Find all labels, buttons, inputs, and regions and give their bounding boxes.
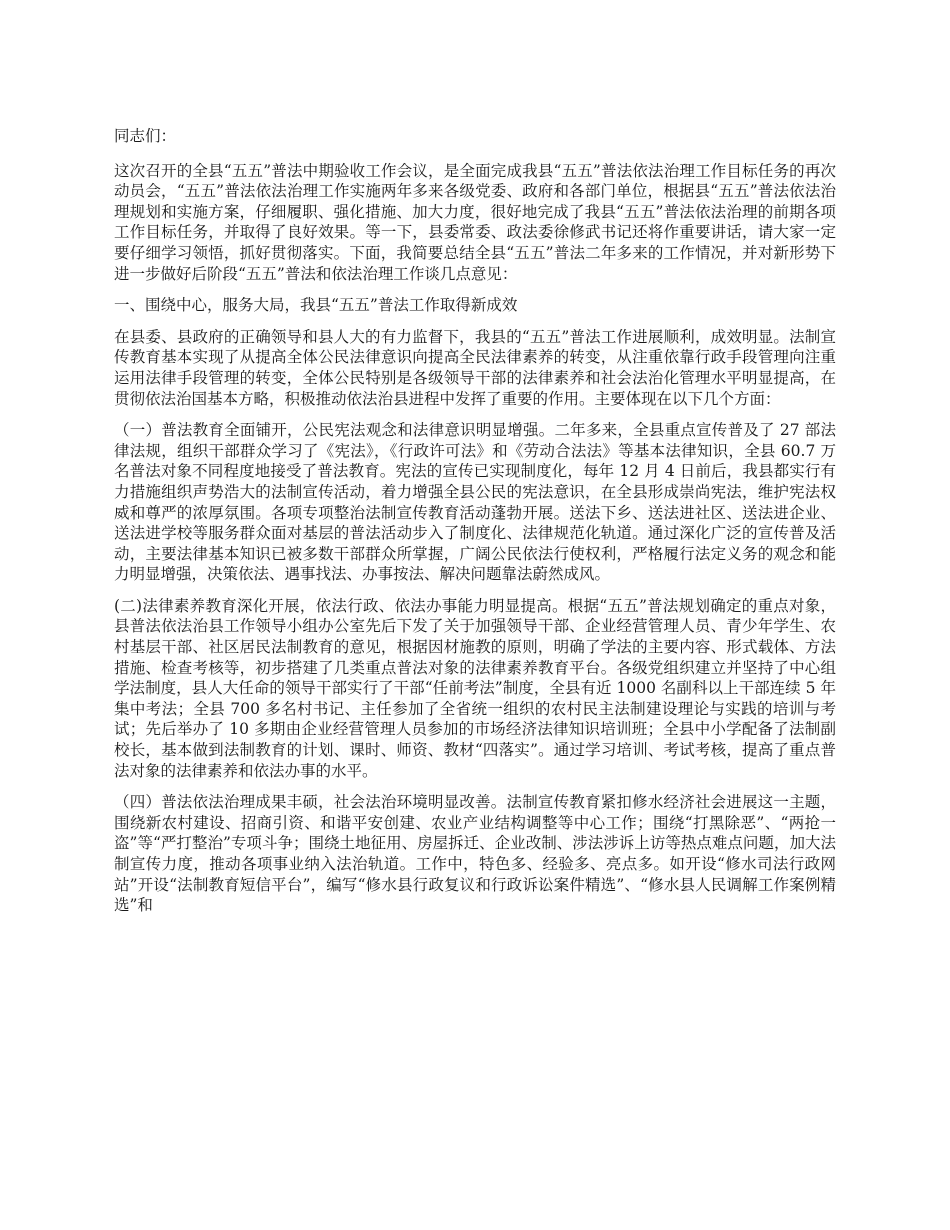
body-paragraph: （一）普法教育全面铺开，公民宪法观念和法律意识明显增强。二年多来，全县重点宣传普及了 27 部法律法规，组织干部群众学习了《宪法》，《行政许可法》和《劳动合法法》等基本法律知识，全县 60.7 万名普法对象不同程度地接受了普法教育。宪法的宣传已实现制度化，每年 12 月 4 日前后，我县都实行有力措施组织声势浩大的法制宣传活动，着力增强全县公民的宪法意识，在全县形成崇尚宪法，维护宪法权威和尊严的浓厚氛围。各项专项整治法制宣传教育活动蓬勃开展。送法下乡、送法进社区、送法进企业、送法进学校等服务群众面对基层的普法活动步入了制度化、法律规范化轨道。通过深化广泛的宣传普及活动，主要法律基本知识已被多数干部群众所掌握，广阔公民依法行使权利，严格履行法定义务的观念和能力明显增强，决策依法、遇事找法、办事按法、解决问题靠法蔚然成风。 xyxy=(114,421,836,584)
body-paragraph: 在县委、县政府的正确领导和县人大的有力监督下，我县的“五五”普法工作进展顺利，成效明显。法制宣传教育基本实现了从提高全体公民法律意识向提高全民法律素养的转变，从注重依靠行政手段管理向注重运用法律手段管理的转变，全体公民特别是各级领导干部的法律素养和社会法治化管理水平明显提高，在贯彻依法治国基本方略，积极推动依法治县进程中发挥了重要的作用。主要体现在以下几个方面： xyxy=(114,327,836,408)
body-paragraph: (二)法律素养教育深化开展，依法行政、依法办事能力明显提高。根据“五五”普法规划确定的重点对象，县普法依法治县工作领导小组办公室先后下发了关于加强领导干部、企业经营管理人员、青少年学生、农村基层干部、社区居民法制教育的意见，根据因材施教的原则，明确了学法的主要内容、形式载体、方法措施、检查考核等，初步搭建了几类重点普法对象的法律素养教育平台。各级党组织建立并坚持了中心组学法制度，县人大任命的领导干部实行了干部“任前考法”制度，全县有近 1000 名副科以上干部连续 5 年集中考法；全县 700 多名村书记、主任参加了全省统一组织的农村民主法制建设理论与实践的培训与考试；先后举办了 10 多期由企业经营管理人员参加的市场经济法律知识培训班；全县中小学配备了法制副校长，基本做到法制教育的计划、课时、师资、教材“四落实”。通过学习培训、考试考核，提高了重点普法对象的法律素养和依法办事的水平。 xyxy=(114,596,836,780)
salutation: 同志们： xyxy=(114,127,177,145)
intro-paragraph: 这次召开的全县“五五”普法中期验收工作会议，是全面完成我县“五五”普法依法治理工作目标任务的再次动员会，“五五”普法依法治理工作实施两年多来各级党委、政府和各部门单位，根据县“五五”普法依法治理规划和实施方案，仔细履职、强化措施、加大力度，很好地完成了我县“五五”普法依法治理的前期各项工作目标任务，并取得了良好效果。等一下，县委常委、政法委徐修武书记还将作重要讲话，请大家一定要仔细学习领悟，抓好贯彻落实。下面，我简要总结全县“五五”普法二年多来的工作情况，并对新形势下进一步做好后阶段“五五”普法和依法治理工作谈几点意见： xyxy=(114,161,836,283)
body-paragraph: （四）普法依法治理成果丰硕，社会法治环境明显改善。法制宣传教育紧扣修水经济社会进展这一主题，围绕新农村建设、招商引资、和谐平安创建、农业产业结构调整等中心工作；围绕“打黑除恶”、“两抢一盗”等“严打整治”专项斗争；围绕土地征用、房屋拆迁、企业改制、涉法涉诉上访等热点难点问题，加大法制宣传力度，推动各项事业纳入法治轨道。工作中，特色多、经验多、亮点多。如开设“修水司法行政网站”开设“法制教育短信平台”，编写“修水县行政复议和行政诉讼案件精选”、“修水县人民调解工作案例精选”和 xyxy=(114,793,836,915)
document-body xyxy=(114,126,836,927)
section-heading: 一、围绕中心，服务大局，我县“五五”普法工作取得新成效 xyxy=(114,296,518,315)
